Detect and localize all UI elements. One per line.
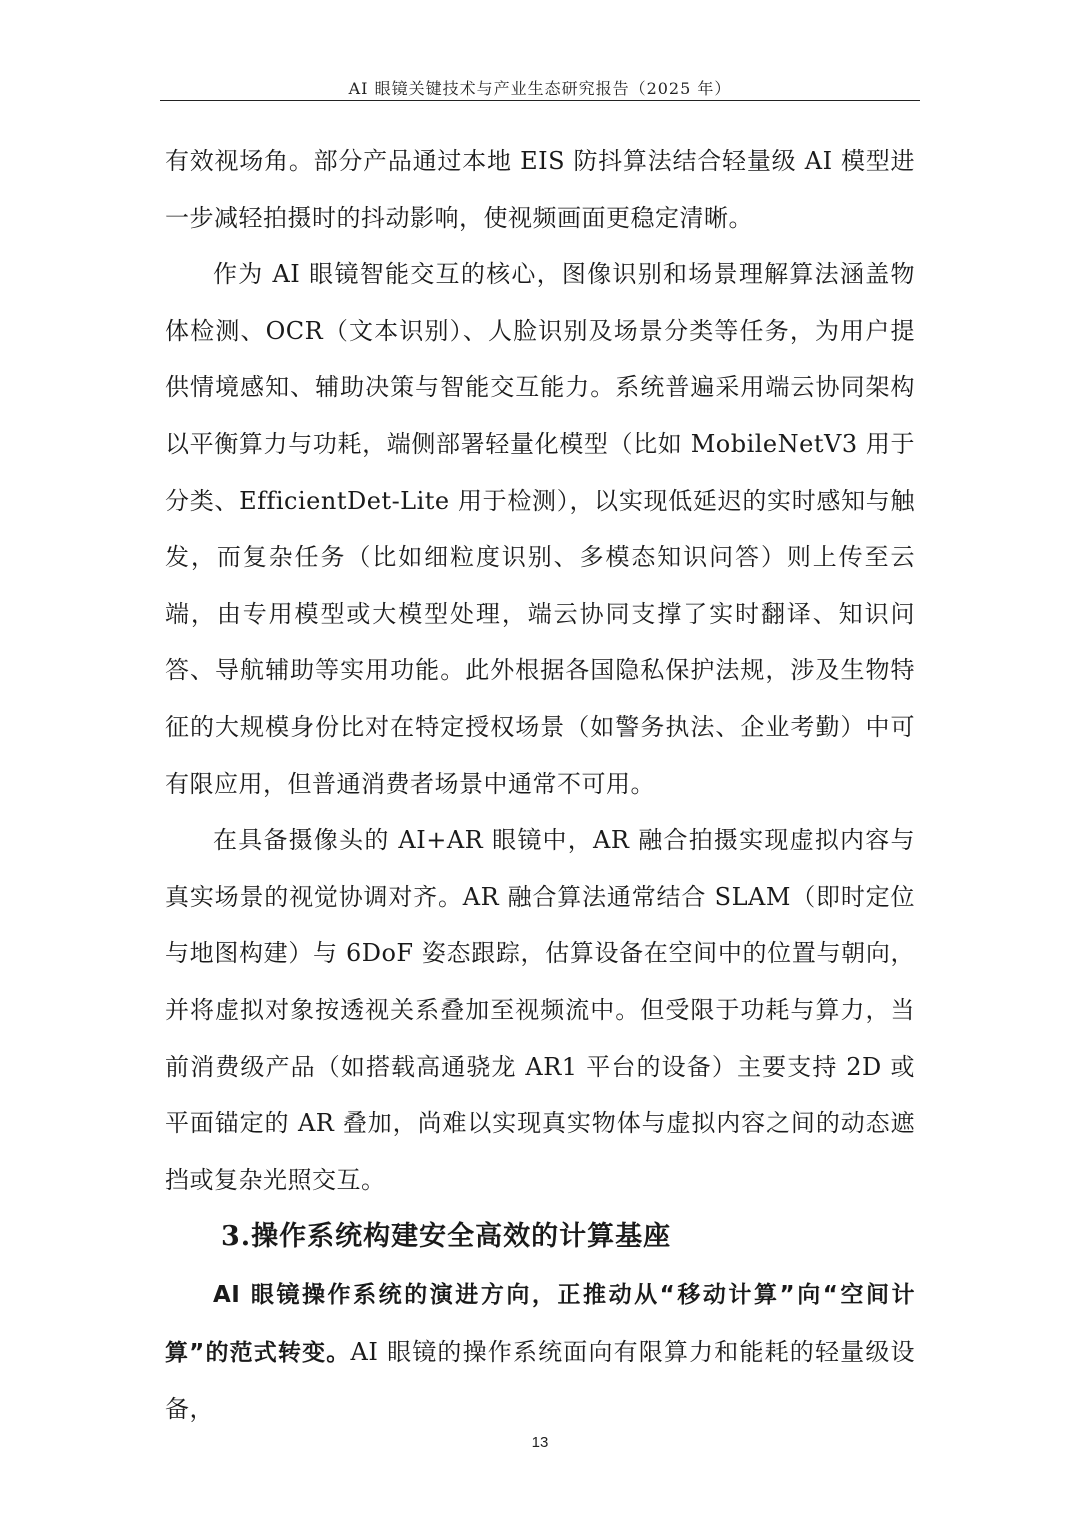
running-header: AI 眼镜关键技术与产业生态研究报告（2025 年） — [348, 79, 732, 98]
paragraph-image-recognition: 作为 AI 眼镜智能交互的核心，图像识别和场景理解算法涵盖物体检测、OCR（文本识别）、人脸识别及场景分类等任务，为用户提供情境感知、辅助决策与智能交互能力。系统普遍采用端云协同架构以平衡算力与功耗，端侧部署轻量化模型（比如 MobileNetV3 用于分类、EfficientDet-Lite 用于检测），以实现低延迟的实时感知与触发，而复杂任务（比如细粒度识别、多模态知识问答）则上传至云端，由专用模型或大模型处理，端云协同支撑了实时翻译、知识问答、导航辅助等实用功能。此外根据各国隐私保护法规，涉及生物特征的大规模身份比对在特定授权场景（如警务执法、企业考勤）中可有限应用，但普通消费者场景中通常不可用。 — [165, 260, 915, 798]
paragraph-ar-fusion: 在具备摄像头的 AI+AR 眼镜中，AR 融合拍摄实现虚拟内容与真实场景的视觉协调对齐。AR 融合算法通常结合 SLAM（即时定位与地图构建）与 6DoF 姿态跟踪，估算设备在空间中的位置与朝向，并将虚拟对象按透视关系叠加至视频流中。但受限于功耗与算力，当前消费级产品（如搭载高通骁龙 AR1 平台的设备）主要支持 2D 或平面锚定的 AR 叠加，尚难以实现真实物体与虚拟内容之间的动态遮挡或复杂光照交互。 — [165, 826, 915, 1194]
paragraph-continuation: 有效视场角。部分产品通过本地 EIS 防抖算法结合轻量级 AI 模型进一步减轻拍摄时的抖动影响，使视频画面更稳定清晰。 — [165, 147, 915, 232]
paragraph-body-text: AI 眼镜的操作系统面向有限算力和能耗的轻量级设备， — [165, 1337, 915, 1424]
header-divider — [160, 100, 920, 101]
section-heading: 3.操作系统构建安全高效的计算基座 — [221, 1221, 672, 1253]
page-number: 13 — [531, 1434, 549, 1451]
paragraph-operating-system — [165, 1266, 915, 1438]
paragraph-bold-lead: AI 眼镜操作系统的演进方向，正推动从“移动计算”向“空间计算”的范式转变。 — [165, 1282, 915, 1366]
page-body — [165, 133, 915, 1438]
